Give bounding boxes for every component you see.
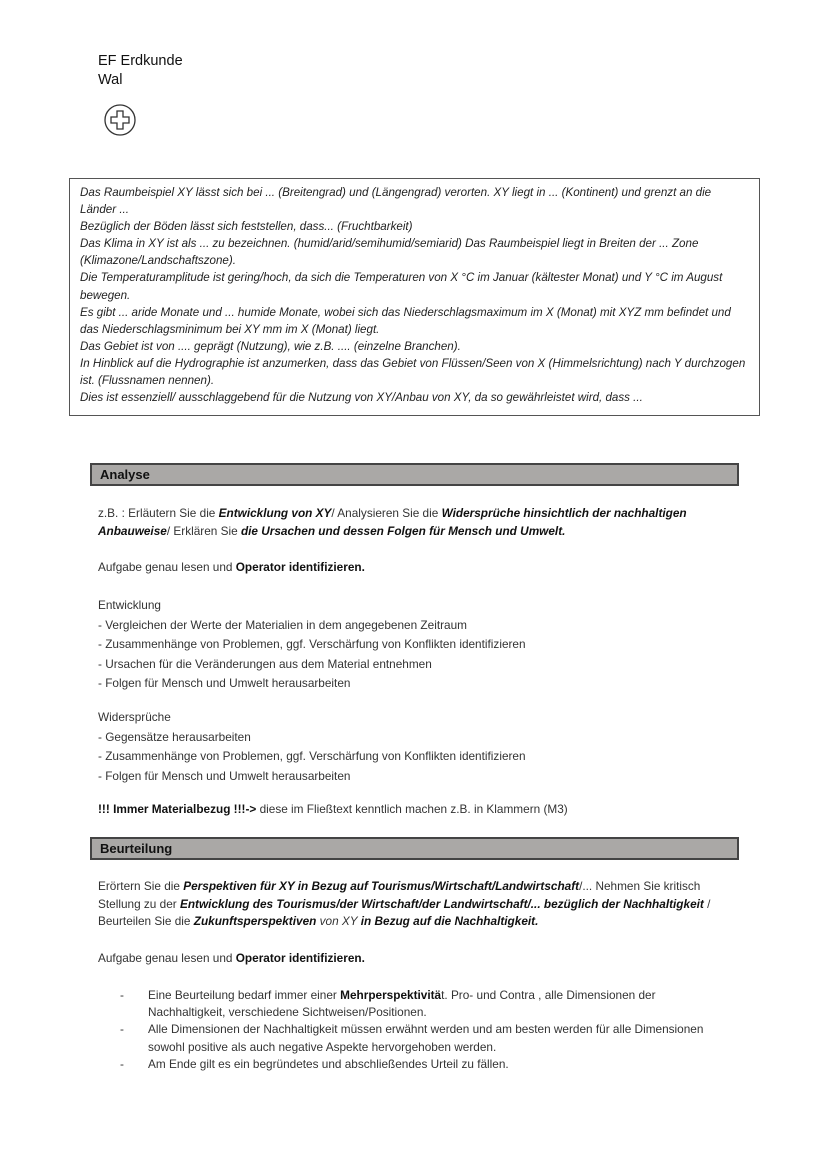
- template-text-box: [69, 178, 760, 416]
- course-title: EF Erdkunde: [98, 53, 183, 69]
- list-item: - Ursachen für die Veränderungen aus dem Material entnehmen: [98, 656, 432, 671]
- plus-circle-icon: [104, 104, 136, 136]
- analyse-instruction: Aufgabe genau lesen und Operator identifizieren.: [98, 560, 365, 574]
- list-item: - Gegensätze herausarbeiten: [98, 729, 251, 744]
- list-item: - Folgen für Mensch und Umwelt herausarbeiten: [98, 768, 351, 783]
- list-item: - Alle Dimensionen der Nachhaltigkeit müssen erwähnt werden und am besten werden für alle Dimensionen sowohl positive als auch negative Aspekte hervorgehoben werden.: [120, 1022, 704, 1054]
- topic-title: Wal: [98, 72, 123, 88]
- beurteilung-instruction: Aufgabe genau lesen und Operator identifizieren.: [98, 951, 365, 965]
- document-header: [98, 52, 183, 90]
- template-line: Das Raumbeispiel XY lässt sich bei ... (Breitengrad) und (Längengrad) verorten. XY liegt in ... (Kontinent) und grenzt an die Länder ...: [80, 186, 712, 217]
- entwicklung-list: [98, 596, 738, 694]
- list-item: - Am Ende gilt es ein begründetes und abschließendes Urteil zu fällen.: [120, 1056, 509, 1071]
- analyse-example: z.B. : Erläutern Sie die Entwicklung von XY/ Analysieren Sie die Widersprüche hinsichtlich der nachhaltigen Anbauweise/ Erklären Sie die Ursachen und dessen Folgen für Mensch und Umwelt.: [98, 506, 687, 538]
- template-line: In Hinblick auf die Hydrographie ist anzumerken, dass das Gebiet von Flüssen/Seen von X (Himmelsrichtung) nach Y durchzogen ist. (Flussnamen nennen).: [80, 356, 746, 388]
- template-line: Dies ist essenziell/ ausschlaggebend für die Nutzung von XY/Anbau von XY, da so gewährleistet wird, dass ...: [80, 391, 643, 405]
- section-header-beurteilung: Beurteilung: [90, 837, 739, 860]
- list-item: - Vergleichen der Werte der Materialien in dem angegebenen Zeitraum: [98, 617, 467, 632]
- template-line: Die Temperaturamplitude ist gering/hoch, da sich die Temperaturen von X °C im Januar (kältester Monat) und Y °C im August bewegen.: [80, 271, 723, 302]
- widersprueche-list: [98, 708, 738, 786]
- list-heading: Widersprüche: [98, 710, 171, 724]
- list-item: - Eine Beurteilung bedarf immer einer Mehrperspektivität. Pro- und Contra , alle Dimensionen der Nachhaltigkeit, verschiedene Sichtweisen/Positionen.: [120, 988, 656, 1020]
- list-item: - Folgen für Mensch und Umwelt herausarbeiten: [98, 676, 351, 691]
- list-item: - Zusammenhänge von Problemen, ggf. Verschärfung von Konflikten identifizieren: [98, 637, 526, 652]
- list-heading: Entwicklung: [98, 598, 161, 612]
- template-line: Bezüglich der Böden lässt sich feststellen, dass... (Fruchtbarkeit): [80, 220, 413, 234]
- list-item: - Zusammenhänge von Problemen, ggf. Verschärfung von Konflikten identifizieren: [98, 749, 526, 764]
- beurteilung-bullets: [120, 987, 720, 1073]
- section-header-analyse: Analyse: [90, 463, 739, 486]
- materialbezug-note: !!! Immer Materialbezug !!!-> diese im Fließtext kenntlich machen z.B. in Klammern (M3): [98, 802, 568, 816]
- template-line: Das Klima in XY ist als ... zu bezeichnen. (humid/arid/semihumid/semiarid) Das Raumbeispiel liegt in Breiten der ... Zone (Klimazone/Landschaftszone).: [80, 237, 699, 268]
- template-line: Es gibt ... aride Monate und ... humide Monate, wobei sich das Niederschlagsmaximum im X (Monat) mit XYZ mm befindet und das Niederschlagsminimum bei XY mm im X (Monat) liegt.: [80, 305, 731, 336]
- template-line: Das Gebiet ist von .... geprägt (Nutzung), wie z.B. .... (einzelne Branchen).: [80, 339, 461, 353]
- beurteilung-example: Erörtern Sie die Perspektiven für XY in Bezug auf Tourismus/Wirtschaft/Landwirtschaft/... Nehmen Sie kritisch Stellung zu der Entwicklung des Tourismus/der Wirtschaft/der Landwirtschaft/... bezüglich der Nachhaltigkeit / Beurteilen Sie die Zukunftsperspektiven von XY in Bezug auf die Nachhaltigkeit.: [98, 879, 711, 928]
